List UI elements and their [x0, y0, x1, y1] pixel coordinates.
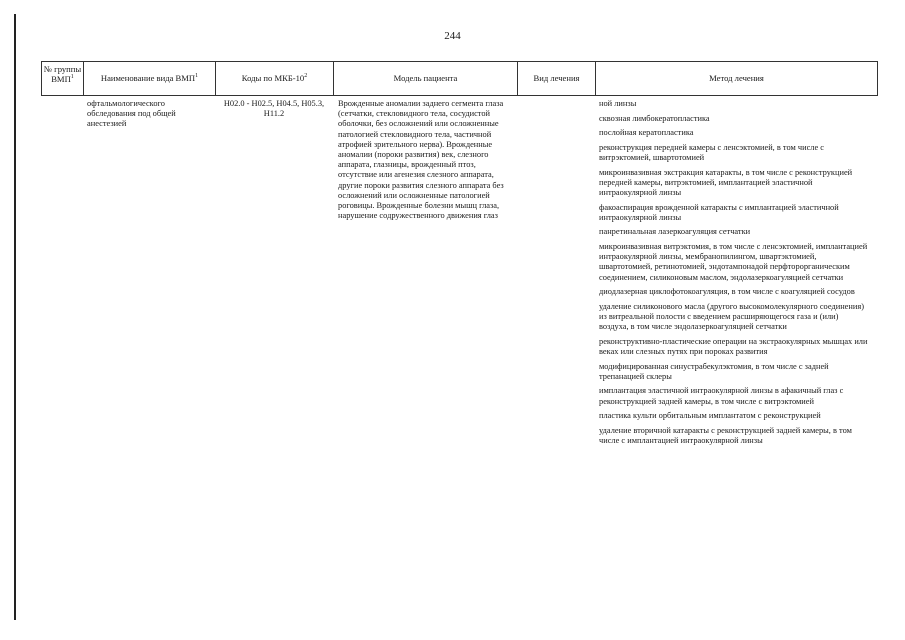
footnote-marker: 1: [195, 73, 199, 80]
method-item: микроинвазивная витрэктомия, в том числе с ленсэктомией, имплантацией интраокулярной линзы, мембранопилингом, швартэктомией, швартотомией, ретинотомией, эндотампонадой перфторорганическим соединением, силиконовым маслом, эндолазеркоагуляцией сетчатки: [599, 241, 868, 282]
header-treatment-type-label: Вид лечения: [533, 73, 580, 83]
cell-icd-codes: H02.0 - H02.5, H04.5, H05.3, H11.2: [223, 99, 325, 119]
header-icd-codes: [216, 73, 333, 83]
cell-method-list: [599, 99, 869, 451]
cell-vmp-name: офтальмологического обследования под общей анестезией: [87, 99, 176, 129]
method-item: пластика культи орбитальным имплантатом с реконструкцией: [599, 411, 821, 421]
method-item: удаление силиконового масла (другого высокомолекулярного соединения) из витреальной полости с введением расширяющегося газа и (или) воздуха, в том числе эндолазеркоагуляцией сетчатки: [599, 301, 864, 332]
method-item: удаление вторичной катаракты с реконструкцией задней камеры, в том числе с имплантацией интраокулярной линзы: [599, 425, 852, 445]
header-group-no-label: № группы ВМП: [43, 64, 82, 84]
method-item: факоаспирация врожденной катаракты с имплантацией эластичной интраокулярной линзы: [599, 202, 839, 222]
header-patient-model: [334, 73, 517, 83]
header-method-label: Метод лечения: [709, 73, 764, 83]
header-group-no: [42, 64, 83, 84]
cell-patient-model: Врожденные аномалии заднего сегмента глаза (сетчатки, стекловидного тела, сосудистой оболочки, без осложнений или осложненные патологией стекловидного тела, частичной атрофией зрительного нерва). Врожденные аномалии (пороки развития) век, слезного аппарата, глазницы, врожденный птоз, отсутствие или агенезия слезного аппарата, другие пороки развития слезного аппарата без осложнений или осложненные патологией роговицы. Врожденные болезни мышц глаза, нарушение содружественного движения глаз: [338, 99, 504, 221]
header-vmp-name: [84, 73, 215, 83]
header-patient-model-label: Модель пациента: [393, 73, 458, 83]
method-item: модифицированная синустрабекулэктомия, в том числе с задней трепанацией склеры: [599, 361, 829, 381]
method-item: диодлазерная циклофотокоагуляция, в том числе с коагуляцией сосудов: [599, 287, 855, 297]
method-item: имплантация эластичной интраокулярной линзы в афакичный глаз с реконструкцией задней камеры, в том числе с витрэктомией: [599, 386, 844, 406]
method-item: реконструкция передней камеры с ленсэктомией, в том числе с витрэктомией, швартотомией: [599, 142, 824, 162]
table-top-border: [41, 61, 878, 62]
header-vmp-name-label: Наименование вида ВМП: [100, 73, 196, 83]
method-item: реконструктивно-пластические операции на экстраокулярных мышцах или веках или слезных путях при пороках развития: [599, 336, 868, 356]
header-method: [596, 73, 877, 83]
col-divider: [877, 61, 878, 96]
method-item: сквозная лимбокератопластика: [599, 113, 710, 123]
header-treatment-type: [518, 73, 595, 83]
footnote-marker: 2: [304, 73, 308, 80]
method-item: панретинальная лазеркоагуляция сетчатки: [599, 227, 751, 237]
method-item: послойная кератопластика: [599, 128, 694, 138]
footnote-marker: 1: [70, 74, 74, 81]
page-binding-edge: [14, 14, 16, 620]
header-icd-codes-label: Коды по МКБ-10: [241, 73, 305, 83]
table-header-bottom-border: [41, 95, 878, 96]
method-item: микроинвазивная экстракция катаракты, в том числе с реконструкцией передней камеры, витрэктомией, имплантацией эластичной интраокулярной линзы: [599, 167, 853, 197]
page-number: 244: [444, 30, 461, 42]
method-item: ной линзы: [599, 99, 637, 108]
